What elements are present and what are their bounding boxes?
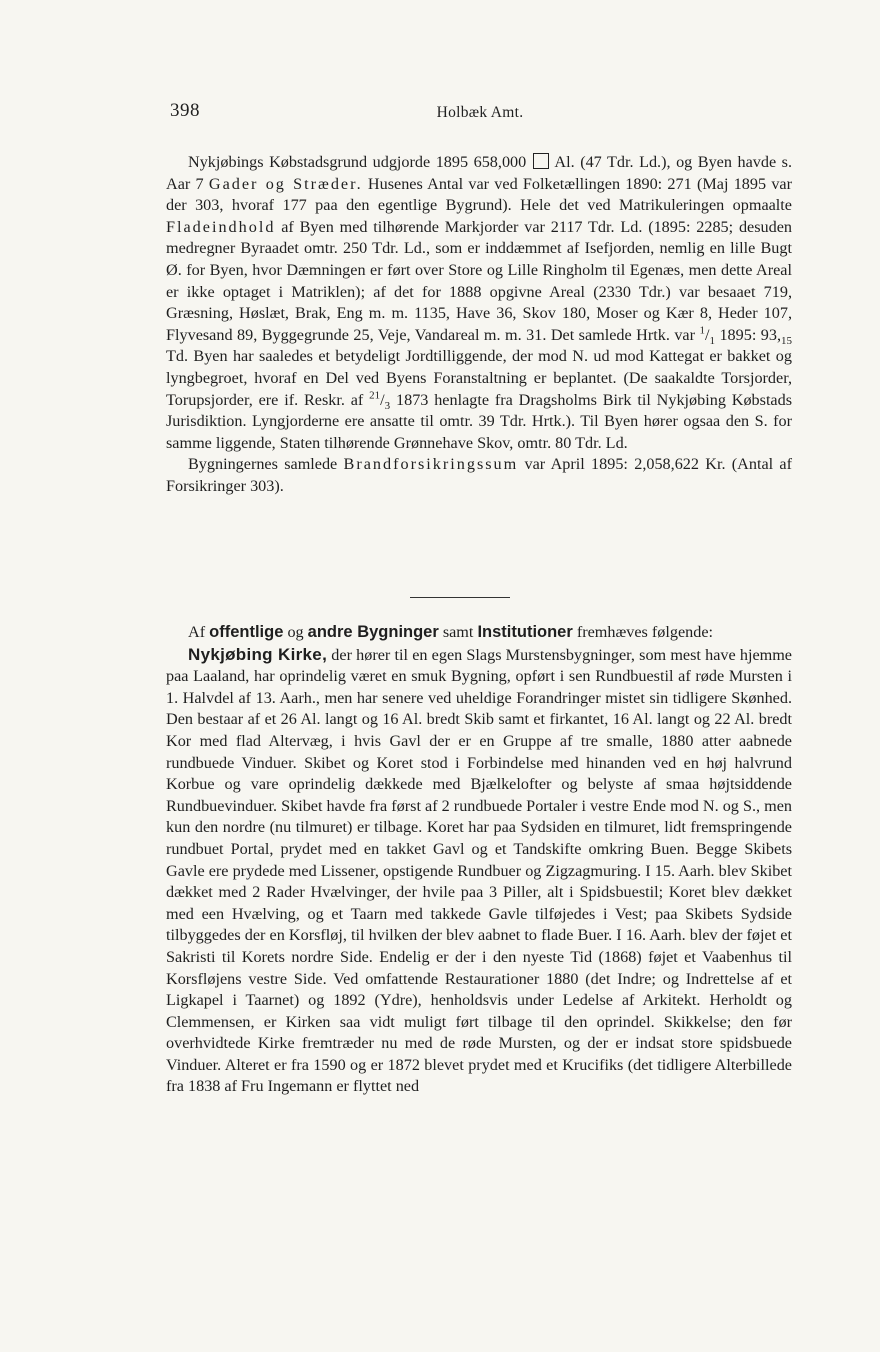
text-run: Bygningernes samlede	[188, 455, 338, 474]
church-heading: Nykjøbing Kirke,	[188, 644, 328, 664]
text-run: 1895: 93,	[719, 325, 782, 344]
section-area-statistics	[166, 152, 792, 498]
text-run: var April 1895: 2,058,622 Kr. (Antal af Forsikringer 303).	[166, 455, 793, 495]
paragraph-church	[166, 644, 792, 1098]
spaced-term-area: Fladeindhold	[166, 217, 276, 236]
fraction-denominator: 3	[384, 399, 391, 412]
text-run: fremhæves følgende:	[576, 623, 714, 641]
spaced-term-streets: Gader og Stræder.	[208, 174, 363, 193]
fraction-denominator: 1	[709, 334, 715, 347]
bold-term: Institutioner	[477, 623, 573, 641]
fraction-numerator: 21	[369, 389, 381, 402]
page-header	[170, 100, 790, 128]
fraction-numerator: 1	[699, 324, 705, 337]
bold-term: offentlige	[209, 623, 284, 641]
section-divider	[410, 597, 510, 598]
text-run: Al. (47 Tdr. Ld.), og Byen havde s. Aar 7	[166, 153, 793, 193]
square-unit-icon	[533, 153, 549, 169]
paragraph-intro	[166, 622, 792, 644]
text-run: Td. Byen har saaledes et betydeligt Jordtilliggende, der mod N. ud mod Kattegat er bakket og lyngbegroet, hvoraf en Del ved Byens Foranstaltning er beplantet. (De saakaldte Torsjorder, Torupsjorder, ere if. Reskr. af	[166, 347, 792, 409]
bold-term: andre Bygninger	[307, 623, 439, 641]
text-run: af Byen med tilhørende Markjorder var 2117 Tdr. Ld. (1895: 2285; desuden medregner Byraadet omtr. 250 Tdr. Ld., som er inddæmmet af Isefjorden, nemlig en lille Bugt Ø. for Byen, hvor Dæmningen er ført over Store og Lille Ringholm til Egenæs, men dette Areal er ikke optaget i Matriklen); af det for 1888 opgivne Areal (2330 Tdr.) var besaaet 719, Græsning, Høslæt, Brak, Eng m. m. 1135, Have 36, Skov 180, Moser og Kær 8, Heder 107, Flyvesand 89, Byggegrunde 25, Veje, Vandareal m. m. 31. Det samlede Hrtk. var	[166, 217, 792, 344]
paragraph-town-area: Nykjøbings Købstadsgrund udgjorde 1895 658,000 Al. (47 Tdr. Ld.), og Byen havde s. Aar 7 Gader og Stræder. Husenes Antal var ved Folketællingen 1890: 271 (Maj 1895 var der 303, hvoraf 177 paa den egentlige Bygrund). Hele det ved Matrikuleringen opmaalte Fladeindhold af Byen med tilhørende Markjorder var 2117 Tdr. Ld. (1895: 2285; desuden medregner Byraadet omtr. 250 Tdr. Ld., som er inddæmmet af Isefjorden, nemlig en lille Bugt Ø. for Byen, hvor Dæmningen er ført over Store og Lille Ringholm til Egenæs, men dette Areal er ikke optaget i Matriklen); af det for 1888 opgivne Areal (2330 Tdr.) var besaaet 719, Græsning, Høslæt, Brak, Eng m. m. 1135, Have 36, Skov 180, Moser og Kær 8, Heder 107, Flyvesand 89, Byggegrunde 25, Veje, Vandareal m. m. 31. Det samlede Hrtk. var $^1/_1$ 1895: $93,_{15}$ Td. Byen har saaledes et betydeligt Jordtilliggende, der mod N. ud mod Kattegat er bakket og lyngbegroet, hvoraf en Del ved Byens Foranstaltning er beplantet. (De saakaldte Torsjorder, Torupsjorder, ere if. Reskr. af $^{21}/_3$ 1873 henlagte fra Dragsholms Birk til Nykjøbing Købstads Jurisdiktion. Lyngjorderne ere ansatte til omtr. 39 Tdr. Hrtk.). Til Byen hører ogsaa den S. for samme liggende, Staten tilhørende Grønnehave Skov, omtr. 80 Tdr. Ld.	[166, 153, 793, 452]
text-run: 1873 henlagte fra Dragsholms Birk til Nykjøbing Købstads Jurisdiktion. Lyngjorderne ere ansatte til omtr. 39 Tdr. Hrtk.). Til Byen hører ogsaa den S. for samme liggende, Staten tilhørende Grønnehave Skov, omtr. 80 Tdr. Ld.	[166, 390, 793, 452]
text-run: samt	[442, 623, 474, 641]
text-run: og	[287, 623, 304, 641]
text-run: der hører til en egen Slags Murstensbygninger, som mest have hjemme paa Laaland, har oprindelig været en smuk Bygning, opført i sen Rundbuestil af røde Mursten i 1. Halvdel af 13. Aarh., men har senere ved uheldige Forandringer mistet sin tidligere Skønhed. Den bestaar af et 26 Al. langt og 16 Al. bredt Skib samt et firkantet, 16 Al. langt og 22 Al. bredt Kor med flad Altervæg, i hvis Gavl der er en Gruppe af tre smalle, 1880 atter aabnede rundbuede Vinduer. Skibet og Koret stod i Forbindelse med hinanden ved en høj halvrund Korbue og vare oprindelig dækkede med Bjælkelofter og belyste af smaa højtsiddende Rundbuevinduer. Skibet havde fra først af 2 rundbuede Portaler i vestre Ende mod N. og S., men kun den nordre (nu tilmuret) er tilbage. Koret har paa Sydsiden en tilmuret, lidt fremspringende rundbuet Portal, prydet med en takket Gavl og et Tandskifte omkring Buen. Begge Skibets Gavle ere prydede med Lissener, opstigende Rundbuer og Zigzagmuring. I 15. Aarh. blev Skibet dækket med 2 Rader Hvælvinger, der hvile paa 3 Piller, alt i Spidsbuestil; Koret blev dækket med een Hvælving, og et Taarn med takkede Gavle tilføjedes i Vest; paa Skibets Sydside tilbyggedes der en Korsfløj, til hvilken der blev aabnet to flade Buer. I 16. Aarh. blev der føjet et Sakristi til Korets nordre Side. Endelig er der i den nyeste Tid (1868) føjet et Vaabenhus til Korsfløjens vestre Side. Ved omfattende Restaurationer 1880 (det Indre; og Indrettelse af et Ligkapel i Taarnet) og 1892 (Ydre), henholdsvis under Ledelse af Arkitekt. Herholdt og Clemmensen, er Kirken saa vidt muligt ført tilbage til den oprindel. Skikkelse; den før overhvidtede Kirke fremtræder nu med de røde Mursten, og der er indsat store spidsbuede Vinduer. Alteret er fra 1590 og er 1872 blevet prydet med et Krucifiks (det tidligere Alterbillede fra 1838 af Fru Ingemann er flyttet ned	[166, 645, 792, 1096]
text-run: Husenes Antal var ved Folketællingen 1890: 271 (Maj 1895 var der 303, hvoraf 177 paa den egentlige Bygrund). Hele det ved Matrikuleringen opmaalte	[166, 174, 793, 215]
spaced-term-insurance: Brandforsikringssum	[343, 455, 519, 474]
section-buildings	[166, 622, 792, 1098]
text-run: Af	[188, 623, 206, 641]
running-title: Holbæk Amt.	[436, 104, 524, 121]
text-run: Nykjøbings Købstadsgrund udgjorde 1895 658,000	[188, 153, 527, 171]
subscript-value: 15	[781, 334, 793, 347]
paragraph-insurance	[166, 454, 792, 497]
page-number: 398	[170, 100, 200, 121]
